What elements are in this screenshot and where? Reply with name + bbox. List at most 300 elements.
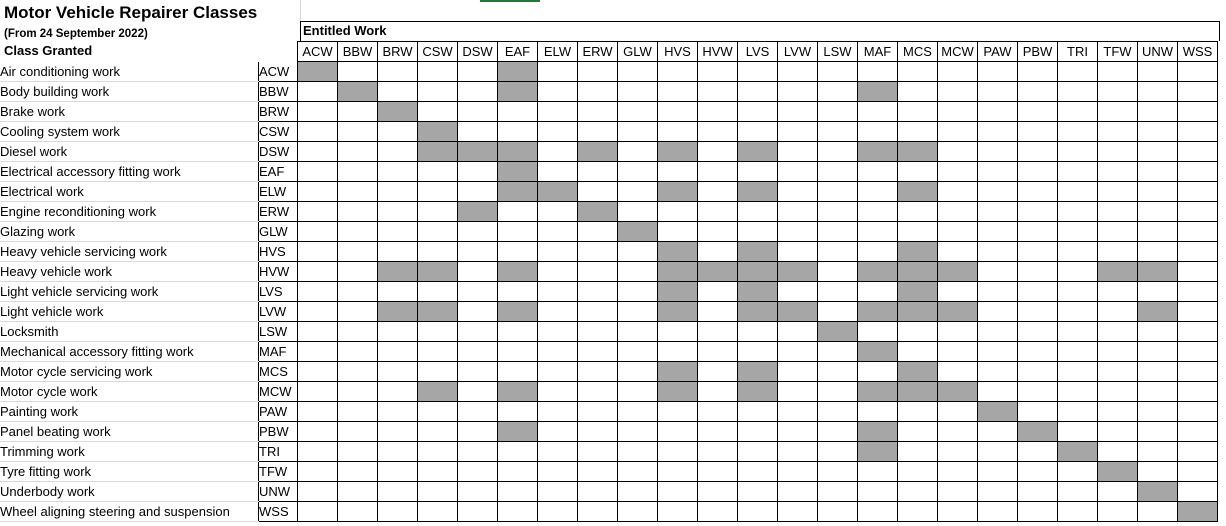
empty-cell[interactable] bbox=[978, 502, 1018, 522]
empty-cell[interactable] bbox=[338, 142, 378, 162]
empty-cell[interactable] bbox=[1058, 62, 1098, 82]
empty-cell[interactable] bbox=[458, 102, 498, 122]
empty-cell[interactable] bbox=[458, 82, 498, 102]
empty-cell[interactable] bbox=[818, 282, 858, 302]
empty-cell[interactable] bbox=[298, 362, 338, 382]
empty-cell[interactable] bbox=[338, 282, 378, 302]
empty-cell[interactable] bbox=[378, 462, 418, 482]
entitled-cell[interactable] bbox=[778, 302, 818, 322]
empty-cell[interactable] bbox=[698, 422, 738, 442]
empty-cell[interactable] bbox=[458, 62, 498, 82]
empty-cell[interactable] bbox=[538, 502, 578, 522]
entitled-cell[interactable] bbox=[898, 282, 938, 302]
empty-cell[interactable] bbox=[938, 282, 978, 302]
empty-cell[interactable] bbox=[978, 162, 1018, 182]
column-header-lsw[interactable]: LSW bbox=[818, 42, 858, 62]
empty-cell[interactable] bbox=[1138, 202, 1178, 222]
empty-cell[interactable] bbox=[738, 502, 778, 522]
class-name[interactable]: Light vehicle servicing work bbox=[0, 282, 259, 302]
empty-cell[interactable] bbox=[898, 202, 938, 222]
empty-cell[interactable] bbox=[778, 362, 818, 382]
class-code[interactable]: LVW bbox=[259, 302, 298, 322]
empty-cell[interactable] bbox=[578, 262, 618, 282]
empty-cell[interactable] bbox=[378, 142, 418, 162]
empty-cell[interactable] bbox=[698, 162, 738, 182]
empty-cell[interactable] bbox=[938, 162, 978, 182]
empty-cell[interactable] bbox=[1178, 242, 1218, 262]
empty-cell[interactable] bbox=[298, 182, 338, 202]
empty-cell[interactable] bbox=[978, 442, 1018, 462]
empty-cell[interactable] bbox=[458, 182, 498, 202]
empty-cell[interactable] bbox=[458, 242, 498, 262]
empty-cell[interactable] bbox=[858, 242, 898, 262]
entitled-cell[interactable] bbox=[738, 302, 778, 322]
column-header-wss[interactable]: WSS bbox=[1178, 42, 1218, 62]
empty-cell[interactable] bbox=[1178, 302, 1218, 322]
class-name[interactable]: Trimming work bbox=[0, 442, 259, 462]
empty-cell[interactable] bbox=[898, 222, 938, 242]
empty-cell[interactable] bbox=[1138, 82, 1178, 102]
empty-cell[interactable] bbox=[1178, 162, 1218, 182]
empty-cell[interactable] bbox=[858, 482, 898, 502]
entitled-cell[interactable] bbox=[858, 342, 898, 362]
empty-cell[interactable] bbox=[578, 242, 618, 262]
empty-cell[interactable] bbox=[778, 122, 818, 142]
entitled-cell[interactable] bbox=[858, 302, 898, 322]
empty-cell[interactable] bbox=[818, 362, 858, 382]
empty-cell[interactable] bbox=[618, 162, 658, 182]
empty-cell[interactable] bbox=[418, 82, 458, 102]
empty-cell[interactable] bbox=[578, 322, 618, 342]
empty-cell[interactable] bbox=[658, 162, 698, 182]
entitled-cell[interactable] bbox=[1058, 442, 1098, 462]
empty-cell[interactable] bbox=[778, 102, 818, 122]
empty-cell[interactable] bbox=[578, 502, 618, 522]
entitled-cell[interactable] bbox=[378, 302, 418, 322]
empty-cell[interactable] bbox=[578, 462, 618, 482]
empty-cell[interactable] bbox=[538, 422, 578, 442]
empty-cell[interactable] bbox=[498, 222, 538, 242]
empty-cell[interactable] bbox=[338, 342, 378, 362]
empty-cell[interactable] bbox=[1098, 422, 1138, 442]
empty-cell[interactable] bbox=[778, 382, 818, 402]
entitled-cell[interactable] bbox=[658, 362, 698, 382]
empty-cell[interactable] bbox=[1098, 322, 1138, 342]
empty-cell[interactable] bbox=[1018, 302, 1058, 322]
entitled-cell[interactable] bbox=[858, 82, 898, 102]
column-header-eaf[interactable]: EAF bbox=[498, 42, 538, 62]
empty-cell[interactable] bbox=[458, 342, 498, 362]
column-header-acw[interactable]: ACW bbox=[298, 42, 338, 62]
empty-cell[interactable] bbox=[618, 142, 658, 162]
empty-cell[interactable] bbox=[778, 282, 818, 302]
empty-cell[interactable] bbox=[658, 422, 698, 442]
entitled-cell[interactable] bbox=[698, 262, 738, 282]
empty-cell[interactable] bbox=[378, 482, 418, 502]
entitled-cell[interactable] bbox=[1138, 482, 1178, 502]
empty-cell[interactable] bbox=[1178, 182, 1218, 202]
class-code[interactable]: ACW bbox=[259, 62, 298, 82]
class-code[interactable]: CSW bbox=[259, 122, 298, 142]
empty-cell[interactable] bbox=[938, 462, 978, 482]
class-name[interactable]: Motor cycle servicing work bbox=[0, 362, 259, 382]
empty-cell[interactable] bbox=[978, 122, 1018, 142]
empty-cell[interactable] bbox=[738, 402, 778, 422]
empty-cell[interactable] bbox=[378, 382, 418, 402]
empty-cell[interactable] bbox=[698, 122, 738, 142]
entitled-cell[interactable] bbox=[1138, 302, 1178, 322]
empty-cell[interactable] bbox=[538, 102, 578, 122]
entitled-cell[interactable] bbox=[1098, 462, 1138, 482]
empty-cell[interactable] bbox=[858, 202, 898, 222]
empty-cell[interactable] bbox=[698, 102, 738, 122]
empty-cell[interactable] bbox=[818, 182, 858, 202]
empty-cell[interactable] bbox=[858, 322, 898, 342]
class-code[interactable]: LVS bbox=[259, 282, 298, 302]
empty-cell[interactable] bbox=[498, 282, 538, 302]
empty-cell[interactable] bbox=[1058, 142, 1098, 162]
empty-cell[interactable] bbox=[378, 422, 418, 442]
empty-cell[interactable] bbox=[818, 462, 858, 482]
empty-cell[interactable] bbox=[738, 442, 778, 462]
empty-cell[interactable] bbox=[698, 242, 738, 262]
entitled-cell[interactable] bbox=[738, 362, 778, 382]
empty-cell[interactable] bbox=[378, 322, 418, 342]
empty-cell[interactable] bbox=[298, 482, 338, 502]
empty-cell[interactable] bbox=[898, 342, 938, 362]
empty-cell[interactable] bbox=[1098, 202, 1138, 222]
empty-cell[interactable] bbox=[298, 322, 338, 342]
entitled-cell[interactable] bbox=[1098, 262, 1138, 282]
empty-cell[interactable] bbox=[1098, 82, 1138, 102]
empty-cell[interactable] bbox=[298, 142, 338, 162]
empty-cell[interactable] bbox=[658, 442, 698, 462]
empty-cell[interactable] bbox=[978, 222, 1018, 242]
entitled-cell[interactable] bbox=[498, 62, 538, 82]
empty-cell[interactable] bbox=[538, 442, 578, 462]
empty-cell[interactable] bbox=[418, 462, 458, 482]
empty-cell[interactable] bbox=[618, 302, 658, 322]
empty-cell[interactable] bbox=[778, 402, 818, 422]
class-code[interactable]: EAF bbox=[259, 162, 298, 182]
empty-cell[interactable] bbox=[338, 422, 378, 442]
class-code[interactable]: MCS bbox=[259, 362, 298, 382]
empty-cell[interactable] bbox=[818, 162, 858, 182]
entitled-cell[interactable] bbox=[898, 262, 938, 282]
empty-cell[interactable] bbox=[978, 362, 1018, 382]
empty-cell[interactable] bbox=[338, 182, 378, 202]
empty-cell[interactable] bbox=[578, 162, 618, 182]
entitled-cell[interactable] bbox=[418, 142, 458, 162]
empty-cell[interactable] bbox=[1058, 402, 1098, 422]
empty-cell[interactable] bbox=[578, 382, 618, 402]
empty-cell[interactable] bbox=[938, 342, 978, 362]
empty-cell[interactable] bbox=[1058, 382, 1098, 402]
entitled-cell[interactable] bbox=[658, 242, 698, 262]
empty-cell[interactable] bbox=[378, 282, 418, 302]
empty-cell[interactable] bbox=[1018, 282, 1058, 302]
entitled-cell[interactable] bbox=[578, 202, 618, 222]
empty-cell[interactable] bbox=[938, 182, 978, 202]
empty-cell[interactable] bbox=[538, 282, 578, 302]
empty-cell[interactable] bbox=[1018, 142, 1058, 162]
empty-cell[interactable] bbox=[1178, 62, 1218, 82]
entitled-cell[interactable] bbox=[498, 142, 538, 162]
class-name[interactable]: Tyre fitting work bbox=[0, 462, 259, 482]
entitled-cell[interactable] bbox=[818, 322, 858, 342]
empty-cell[interactable] bbox=[1178, 82, 1218, 102]
empty-cell[interactable] bbox=[658, 502, 698, 522]
empty-cell[interactable] bbox=[1018, 322, 1058, 342]
class-name[interactable]: Electrical accessory fitting work bbox=[0, 162, 259, 182]
empty-cell[interactable] bbox=[338, 102, 378, 122]
empty-cell[interactable] bbox=[538, 482, 578, 502]
column-header-tri[interactable]: TRI bbox=[1058, 42, 1098, 62]
empty-cell[interactable] bbox=[498, 462, 538, 482]
empty-cell[interactable] bbox=[298, 402, 338, 422]
empty-cell[interactable] bbox=[578, 102, 618, 122]
empty-cell[interactable] bbox=[1058, 202, 1098, 222]
class-code[interactable]: BBW bbox=[259, 82, 298, 102]
empty-cell[interactable] bbox=[938, 102, 978, 122]
empty-cell[interactable] bbox=[698, 482, 738, 502]
empty-cell[interactable] bbox=[698, 462, 738, 482]
empty-cell[interactable] bbox=[458, 462, 498, 482]
empty-cell[interactable] bbox=[698, 302, 738, 322]
empty-cell[interactable] bbox=[978, 302, 1018, 322]
entitled-cell[interactable] bbox=[498, 302, 538, 322]
empty-cell[interactable] bbox=[738, 322, 778, 342]
empty-cell[interactable] bbox=[818, 502, 858, 522]
empty-cell[interactable] bbox=[458, 222, 498, 242]
empty-cell[interactable] bbox=[498, 442, 538, 462]
empty-cell[interactable] bbox=[1058, 282, 1098, 302]
empty-cell[interactable] bbox=[618, 262, 658, 282]
empty-cell[interactable] bbox=[338, 442, 378, 462]
empty-cell[interactable] bbox=[1018, 462, 1058, 482]
empty-cell[interactable] bbox=[1138, 502, 1178, 522]
entitled-cell[interactable] bbox=[418, 302, 458, 322]
column-header-lvw[interactable]: LVW bbox=[778, 42, 818, 62]
empty-cell[interactable] bbox=[1138, 222, 1178, 242]
empty-cell[interactable] bbox=[778, 322, 818, 342]
empty-cell[interactable] bbox=[1098, 122, 1138, 142]
empty-cell[interactable] bbox=[578, 422, 618, 442]
column-header-lvs[interactable]: LVS bbox=[738, 42, 778, 62]
class-name[interactable]: Glazing work bbox=[0, 222, 259, 242]
class-name[interactable]: Air conditioning work bbox=[0, 62, 259, 82]
empty-cell[interactable] bbox=[698, 402, 738, 422]
entitled-cell[interactable] bbox=[658, 142, 698, 162]
empty-cell[interactable] bbox=[458, 162, 498, 182]
empty-cell[interactable] bbox=[938, 202, 978, 222]
empty-cell[interactable] bbox=[1098, 62, 1138, 82]
empty-cell[interactable] bbox=[898, 122, 938, 142]
entitled-cell[interactable] bbox=[498, 382, 538, 402]
empty-cell[interactable] bbox=[578, 442, 618, 462]
empty-cell[interactable] bbox=[938, 422, 978, 442]
empty-cell[interactable] bbox=[418, 202, 458, 222]
empty-cell[interactable] bbox=[1178, 102, 1218, 122]
empty-cell[interactable] bbox=[1018, 382, 1058, 402]
empty-cell[interactable] bbox=[1018, 362, 1058, 382]
empty-cell[interactable] bbox=[778, 202, 818, 222]
empty-cell[interactable] bbox=[298, 202, 338, 222]
empty-cell[interactable] bbox=[858, 502, 898, 522]
empty-cell[interactable] bbox=[658, 222, 698, 242]
empty-cell[interactable] bbox=[978, 422, 1018, 442]
class-code[interactable]: ERW bbox=[259, 202, 298, 222]
entitled-cell[interactable] bbox=[738, 282, 778, 302]
empty-cell[interactable] bbox=[498, 402, 538, 422]
empty-cell[interactable] bbox=[1018, 202, 1058, 222]
entitled-cell[interactable] bbox=[898, 242, 938, 262]
empty-cell[interactable] bbox=[498, 122, 538, 142]
empty-cell[interactable] bbox=[498, 322, 538, 342]
empty-cell[interactable] bbox=[818, 442, 858, 462]
empty-cell[interactable] bbox=[658, 202, 698, 222]
entitled-cell[interactable] bbox=[338, 82, 378, 102]
empty-cell[interactable] bbox=[738, 222, 778, 242]
empty-cell[interactable] bbox=[1178, 342, 1218, 362]
empty-cell[interactable] bbox=[618, 102, 658, 122]
entitled-cell[interactable] bbox=[858, 142, 898, 162]
empty-cell[interactable] bbox=[1018, 222, 1058, 242]
entitled-cell[interactable] bbox=[858, 422, 898, 442]
class-code[interactable]: WSS bbox=[259, 502, 298, 522]
empty-cell[interactable] bbox=[738, 82, 778, 102]
empty-cell[interactable] bbox=[1178, 482, 1218, 502]
empty-cell[interactable] bbox=[1178, 422, 1218, 442]
empty-cell[interactable] bbox=[898, 482, 938, 502]
column-header-glw[interactable]: GLW bbox=[618, 42, 658, 62]
entitled-cell[interactable] bbox=[1018, 422, 1058, 442]
entitled-cell[interactable] bbox=[738, 262, 778, 282]
column-header-elw[interactable]: ELW bbox=[538, 42, 578, 62]
empty-cell[interactable] bbox=[818, 202, 858, 222]
empty-cell[interactable] bbox=[1138, 462, 1178, 482]
empty-cell[interactable] bbox=[1018, 122, 1058, 142]
class-code[interactable]: LSW bbox=[259, 322, 298, 342]
empty-cell[interactable] bbox=[578, 482, 618, 502]
class-name[interactable]: Body building work bbox=[0, 82, 259, 102]
class-name[interactable]: Locksmith bbox=[0, 322, 259, 342]
entitled-cell[interactable] bbox=[898, 382, 938, 402]
empty-cell[interactable] bbox=[378, 242, 418, 262]
empty-cell[interactable] bbox=[1138, 362, 1178, 382]
entitled-cell[interactable] bbox=[418, 382, 458, 402]
empty-cell[interactable] bbox=[1138, 442, 1178, 462]
class-code[interactable]: HVS bbox=[259, 242, 298, 262]
empty-cell[interactable] bbox=[1138, 162, 1178, 182]
empty-cell[interactable] bbox=[378, 342, 418, 362]
empty-cell[interactable] bbox=[1098, 442, 1138, 462]
entitled-cell[interactable] bbox=[898, 182, 938, 202]
empty-cell[interactable] bbox=[1018, 342, 1058, 362]
empty-cell[interactable] bbox=[978, 342, 1018, 362]
empty-cell[interactable] bbox=[298, 162, 338, 182]
empty-cell[interactable] bbox=[938, 222, 978, 242]
class-name[interactable]: Diesel work bbox=[0, 142, 259, 162]
empty-cell[interactable] bbox=[818, 302, 858, 322]
empty-cell[interactable] bbox=[538, 322, 578, 342]
empty-cell[interactable] bbox=[378, 162, 418, 182]
empty-cell[interactable] bbox=[1178, 462, 1218, 482]
empty-cell[interactable] bbox=[858, 462, 898, 482]
empty-cell[interactable] bbox=[418, 422, 458, 442]
class-name[interactable]: Cooling system work bbox=[0, 122, 259, 142]
empty-cell[interactable] bbox=[618, 62, 658, 82]
empty-cell[interactable] bbox=[418, 242, 458, 262]
empty-cell[interactable] bbox=[578, 82, 618, 102]
empty-cell[interactable] bbox=[698, 202, 738, 222]
class-name[interactable]: Engine reconditioning work bbox=[0, 202, 259, 222]
empty-cell[interactable] bbox=[1018, 182, 1058, 202]
empty-cell[interactable] bbox=[578, 282, 618, 302]
empty-cell[interactable] bbox=[1018, 62, 1058, 82]
empty-cell[interactable] bbox=[658, 402, 698, 422]
empty-cell[interactable] bbox=[578, 402, 618, 422]
empty-cell[interactable] bbox=[1098, 182, 1138, 202]
empty-cell[interactable] bbox=[1058, 242, 1098, 262]
empty-cell[interactable] bbox=[738, 162, 778, 182]
empty-cell[interactable] bbox=[578, 362, 618, 382]
empty-cell[interactable] bbox=[498, 202, 538, 222]
empty-cell[interactable] bbox=[1138, 282, 1178, 302]
empty-cell[interactable] bbox=[1058, 162, 1098, 182]
empty-cell[interactable] bbox=[1058, 102, 1098, 122]
empty-cell[interactable] bbox=[978, 262, 1018, 282]
empty-cell[interactable] bbox=[538, 342, 578, 362]
empty-cell[interactable] bbox=[818, 102, 858, 122]
empty-cell[interactable] bbox=[618, 342, 658, 362]
empty-cell[interactable] bbox=[938, 322, 978, 342]
empty-cell[interactable] bbox=[298, 422, 338, 442]
empty-cell[interactable] bbox=[778, 422, 818, 442]
empty-cell[interactable] bbox=[978, 242, 1018, 262]
entitled-cell[interactable] bbox=[1178, 502, 1218, 522]
empty-cell[interactable] bbox=[338, 402, 378, 422]
empty-cell[interactable] bbox=[418, 162, 458, 182]
empty-cell[interactable] bbox=[978, 142, 1018, 162]
class-code[interactable]: HVW bbox=[259, 262, 298, 282]
column-header-hvw[interactable]: HVW bbox=[698, 42, 738, 62]
empty-cell[interactable] bbox=[898, 62, 938, 82]
empty-cell[interactable] bbox=[1098, 302, 1138, 322]
empty-cell[interactable] bbox=[578, 122, 618, 142]
empty-cell[interactable] bbox=[418, 282, 458, 302]
empty-cell[interactable] bbox=[658, 62, 698, 82]
empty-cell[interactable] bbox=[458, 482, 498, 502]
empty-cell[interactable] bbox=[418, 482, 458, 502]
empty-cell[interactable] bbox=[858, 402, 898, 422]
class-code[interactable]: MAF bbox=[259, 342, 298, 362]
empty-cell[interactable] bbox=[778, 222, 818, 242]
column-header-dsw[interactable]: DSW bbox=[458, 42, 498, 62]
empty-cell[interactable] bbox=[1058, 462, 1098, 482]
empty-cell[interactable] bbox=[458, 282, 498, 302]
entitled-cell[interactable] bbox=[778, 262, 818, 282]
empty-cell[interactable] bbox=[938, 502, 978, 522]
empty-cell[interactable] bbox=[1058, 362, 1098, 382]
empty-cell[interactable] bbox=[1018, 442, 1058, 462]
empty-cell[interactable] bbox=[618, 122, 658, 142]
empty-cell[interactable] bbox=[818, 342, 858, 362]
entitled-cell[interactable] bbox=[498, 182, 538, 202]
empty-cell[interactable] bbox=[298, 122, 338, 142]
empty-cell[interactable] bbox=[298, 242, 338, 262]
class-code[interactable]: PBW bbox=[259, 422, 298, 442]
